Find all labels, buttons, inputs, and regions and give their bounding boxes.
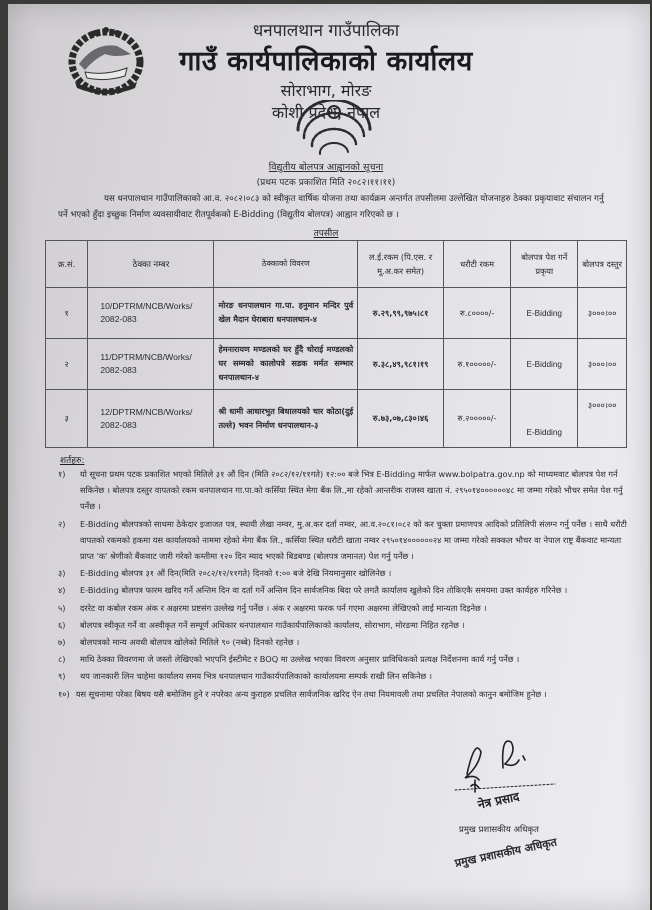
- row-process: E-Bidding: [511, 339, 578, 390]
- term-item: [58, 582, 628, 598]
- term-item: [58, 516, 628, 565]
- row-deposit: रु.८००००/-: [443, 288, 510, 339]
- term-number: ८): [58, 654, 66, 665]
- term-item: [58, 600, 628, 616]
- row-fee: ३०००।००: [578, 288, 627, 339]
- signatory-name: नेत्र प्रसाद: [476, 789, 521, 812]
- term-item: [58, 651, 628, 667]
- header-serial: क्र.सं.: [46, 241, 88, 288]
- notice-title: विद्युतीय बोलपत्र आह्वानको सूचना: [268, 162, 384, 173]
- term-number: ९): [58, 671, 66, 682]
- row-estimate: रु.७३,०७,८३०।४६: [358, 390, 444, 448]
- term-item: [58, 686, 628, 702]
- header-process: बोलपत्र पेश गर्ने प्रकृया: [511, 241, 578, 288]
- terms-list: [58, 466, 628, 703]
- term-text: माथि ठेक्का विवरणमा जे जस्तो लेखिएको भएपनि ईस्टीमेट र BOQ मा उल्लेख भएका विवरण अनुसार प्राविधिकको प्रत्यक्ष निर्देशनमा कार्य गर्नु पर्नेछ ।: [80, 654, 520, 665]
- tender-table: [45, 240, 627, 448]
- publish-date: (प्रथम पटक प्रकाशित मिति २०८२।११।११): [256, 178, 396, 188]
- row-fee: ३०००।००: [578, 339, 627, 390]
- row-contract-no: 11/DPTRM/NCB/Works/ 2082-083: [88, 339, 214, 390]
- term-text: यस सूचनामा परेका बिषय यसै बमोजिम हुने र नपरेका अन्य कुराहरु प्रचलित सार्वजनिक खरिद ऐन तथा नियमावली तथा प्रचलित नेपालको कानुन बमोजिम हुनेछ ।: [75, 688, 547, 699]
- row-description: हेमनारायण मण्डलको घर हुँदै चोराई मण्डलको घर सम्मको कालोपत्रे सडक मर्मत सम्भार धनपालथान-४: [214, 339, 358, 390]
- header-description: ठेक्काको विवरण: [214, 241, 358, 288]
- term-item: [58, 668, 628, 684]
- header-contract-no: ठेक्का नम्बर: [88, 241, 214, 288]
- terms-heading: शर्तहरु:: [60, 456, 85, 466]
- term-number: १०): [58, 688, 70, 699]
- row-estimate: रु.३८,४९,९८१।१९: [358, 339, 444, 390]
- signatory-stamp: प्रमुख प्रशासकीय अधिकृत: [453, 835, 559, 870]
- term-number: ३): [58, 568, 66, 579]
- row-serial: ३: [46, 390, 88, 448]
- row-description: मोरङ धनपालथान गा.पा. हनुमान मन्दिर पुर्व खेल मैदान घेराबारा धनपालथान-४: [214, 288, 358, 339]
- term-number: ४): [58, 585, 66, 596]
- header-fee: बोलपत्र दस्तुर: [578, 241, 627, 288]
- term-item: [58, 466, 628, 515]
- table-row: [46, 339, 627, 390]
- table-row: [46, 288, 627, 339]
- row-contract-no: 12/DPTRM/NCB/Works/ 2082-083: [88, 390, 214, 448]
- row-description: श्री धामी आधारभुत बिधालयको चार कोठा(दुई तल्ले) भवन निर्माण धनपालथान-३: [214, 390, 358, 448]
- term-item: [58, 565, 628, 581]
- office-province: कोशी प्रदेश, नेपाल: [271, 103, 381, 122]
- row-deposit: रु.२०००००/-: [443, 390, 510, 448]
- term-item: [58, 617, 628, 633]
- term-number: १): [58, 469, 66, 479]
- term-number: ७): [58, 637, 66, 648]
- signatory-title: प्रमुख प्रशासकीय अधिकृत: [459, 825, 539, 835]
- details-label: तपसील: [313, 229, 339, 239]
- office-location: सोराभाग, मोरङ: [280, 81, 372, 100]
- header-estimate: ल.ई.रकम (पि.एस. र मू.अ.कर समेत): [358, 241, 444, 288]
- office-stamp-icon: [290, 100, 378, 168]
- row-serial: १: [46, 288, 88, 339]
- row-contract-no: 10/DPTRM/NCB/Works/ 2082-083: [88, 288, 214, 339]
- table-row: [46, 390, 627, 448]
- notice-document: [8, 4, 650, 910]
- notice-intro: यस धनपालथान गाउँपालिकाको आ.व. २०८२।०८३ को स्वीकृत वार्षिक योजना तथा कार्यक्रम अन्तर्गत तपसीलमा उल्लेखित योजनाहरु ठेक्का प्रकृयावाट संचालन गर्नु पर्ने भएको हुँदा इच्छुक निर्माण व्यवसायीवाट रीतपूर्वकको E-Bidding (विद्युतीय बोलपत्र) आह्वान गरिएको छ ।: [58, 194, 604, 220]
- row-fee: ३०००।००: [578, 390, 627, 448]
- term-number: २): [58, 518, 66, 529]
- row-deposit: रु.१०००००/-: [443, 339, 510, 390]
- table-header-row: [46, 241, 627, 288]
- header-deposit: धरौटी रकम: [443, 241, 510, 288]
- term-text: E-Bidding बोलपत्र फारम खरिद गर्ने अन्तिम दिन वा दर्ता गर्ने अन्तिम दिन सार्वजनिक बिदा परे लगतै कार्यालय खुलेको दिन तोकिएकै समयमा उक्त कार्यहरु गरिनेछ ।: [80, 585, 568, 596]
- term-text: बोलपत्रको मान्य अवधी बोलपत्र खोलेको मितिले ९० (नब्बे) दिनको रहनेछ ।: [80, 637, 300, 648]
- municipality-name: धनपालथान गाउँपालिका: [252, 21, 400, 41]
- office-title: गाउँ कार्यपालिकाको कार्यालय: [179, 46, 473, 77]
- term-text: यो सूचना प्रथम पटक प्रकाशित भएको मितिले ३१ औं दिन (मिति २०८२/१२/११गते) १२:०० बजे भित्र E-Bidding मार्फत www.bolpatra.gov.np को माध्यमवाट बोलपत्र पेश गर्न सकिनेछ । बोलपत्र दस्तुर वापतको रकम धनपालथान गा.पा.को कसिँया स्थित मेगा बैंक लि.,मा रहेको आन्तरीक राजस्व खाता नं. २९५०१४००००००४८ मा जम्मा गरेको भौचर समेत पेश गर्नु पर्नेछ ।: [80, 469, 623, 512]
- row-process: E-Bidding: [511, 288, 578, 339]
- term-text: बोलपत्र स्वीकृत गर्ने वा अस्वीकृत गर्ने सम्पूर्ण अधिकार धनपालथान गाउँकार्यपालिकाको कार्यालय, सोराभाग, मोरङमा निहित रहनेछ ।: [80, 619, 465, 630]
- signature-icon: [445, 734, 595, 794]
- term-item: [58, 634, 628, 650]
- row-serial: २: [46, 339, 88, 390]
- row-estimate: रु.२९,९९,९७५।८१: [358, 288, 444, 339]
- term-text: E-Bidding बोलपत्र ३१ औं दिन(मिति २०८२/१२/११गते) दिनको १:०० बजे देखि नियमानुसार खोलिनेछ ।: [80, 568, 392, 579]
- term-number: ६): [58, 619, 66, 630]
- term-text: दररेट वा कबोल रकम अंक र अक्षरमा प्रष्टसंग उल्लेख गर्नु पर्नेछ । अंक र अक्षरमा फरक पर्न गएमा अक्षरमा लेखिएको लाई मान्यता दिइनेछ ।: [80, 602, 487, 613]
- term-text: थप जानकारी लिन चाहेमा कार्यालय समय भित्र धनपालथान गाउँकार्यपालिकाको कार्यालयमा सम्पर्क राखी लिन सकिनेछ ।: [80, 671, 432, 682]
- term-number: ५): [58, 602, 66, 613]
- term-text: E-Bidding बोलपत्रको साथमा ठेकेदार इजाजत पत्र, स्थायी लेखा नम्वर, मु.अ.कर दर्ता नम्वर, आ.व.२०८१।०८२ को कर चुक्ता प्रमाणपत्र आदिको प्रतिलिपी संलग्न गर्नु पर्नेछ । साथै धरौटी वापतको रकमको हकमा यस कार्यालयको नाममा रहेको मेगा बैंक लि., कसिँया स्थित धरौटी खाता नम्वर २९५०१४००००००२४ मा जम्मा गरेको सक्कल भौचर वा नेपाल राष्ट्र बैंकवाट मान्यता प्राप्त 'क' श्रेणीको बैंकवाट जारी गरेको कम्तीमा १२० दिन म्याद भएको बिडबण्ड (बोलपत्र जमानत) पेश गर्नु पर्नेछ ।: [80, 518, 627, 562]
- row-process: E-Bidding: [511, 390, 578, 448]
